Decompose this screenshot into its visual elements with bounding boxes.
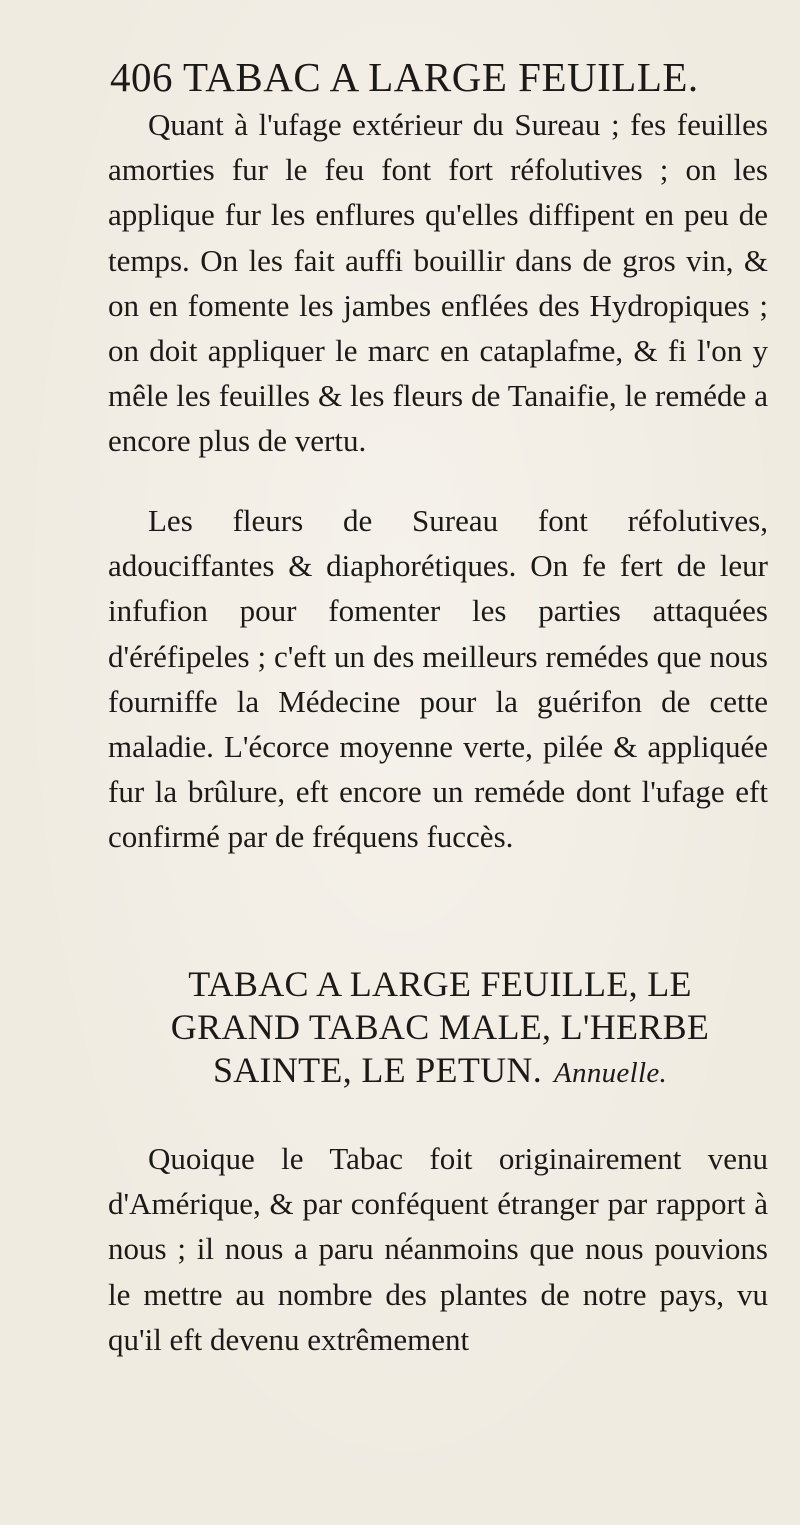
running-title: TABAC A LARGE FEUILLE. bbox=[183, 54, 699, 100]
paragraph-text: Quoique le Tabac foit originairement venu d'Amérique, & par conféquent étranger par rapport à nous ; il nous a paru néanmoins que nous pouvions le mettre au nombre des plantes de notre pays, vu qu'il eft devenu extrêmement bbox=[108, 1141, 768, 1357]
paragraph-sureau-fleurs bbox=[108, 498, 768, 860]
section-title-line: GRAND TABAC MALE, L'HERBE bbox=[170, 1007, 710, 1047]
paragraph-text: Les fleurs de Sureau font réfolutives, adouciffantes & diaphorétiques. On fe fert de leur infufion pour fomenter les parties attaquées d'éréfipeles ; c'eft un des meilleurs remédes que nous fourniffe la Médecine pour la guérifon de cette maladie. L'écorce moyenne verte, pilée & appliquée fur la brûlure, eft encore un reméde dont l'ufage eft confirmé par de fréquens fuccès. bbox=[108, 503, 768, 855]
paragraph-tabac-intro bbox=[108, 1136, 768, 1362]
section-title-line: TABAC A LARGE FEUILLE, LE bbox=[188, 964, 692, 1004]
section-title bbox=[90, 963, 790, 1095]
section-qualifier: Annuelle. bbox=[554, 1057, 668, 1089]
section-title-text: SAINTE, LE PETUN. bbox=[212, 1050, 543, 1090]
page-number: 406 bbox=[110, 54, 173, 100]
running-header bbox=[110, 52, 770, 102]
paragraph-sureau-usage bbox=[108, 102, 768, 464]
section-title-line-last bbox=[90, 1049, 790, 1095]
paragraph-text: Quant à l'ufage extérieur du Sureau ; fes feuilles amorties fur le feu font fort réfolutives ; on les applique fur les enflures qu'elles diffipent en peu de temps. On les fait auffi bouillir dans de gros vin, & on en fomente les jambes enflées des Hydropiques ; on doit appliquer le marc en cataplafme, & fi l'on y mêle les feuilles & les fleurs de Tanaifie, le reméde a encore plus de vertu. bbox=[108, 107, 768, 459]
